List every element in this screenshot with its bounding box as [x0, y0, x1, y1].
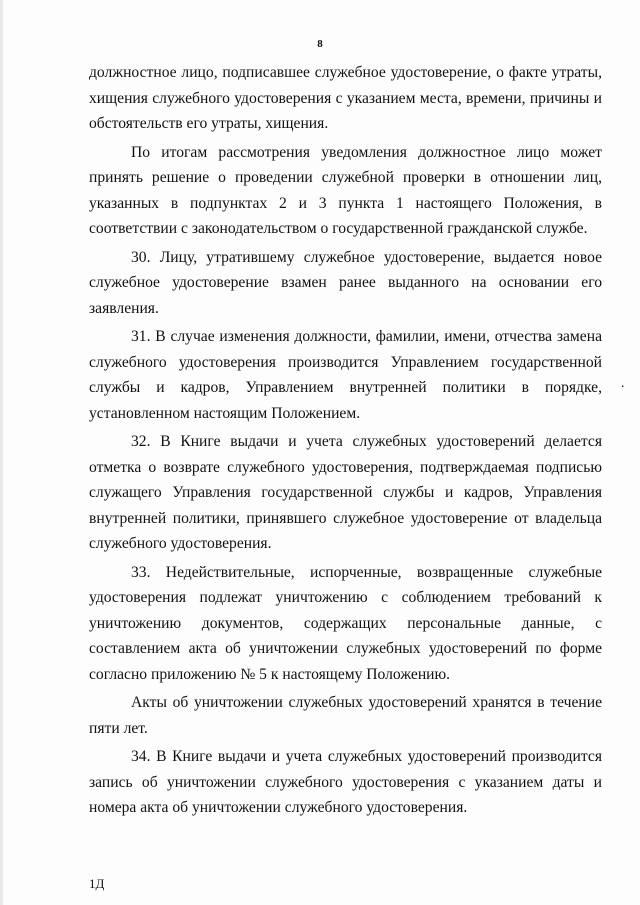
paragraph-34: 34. В Книге выдачи и учета служебных удостоверений производится запись об уничтожении служебного удостоверения с указанием даты и номера акта об уничтожении служебного удостоверения.: [89, 748, 602, 816]
footer-mark: 1Д: [89, 876, 105, 891]
paragraph-30: 30. Лицу, утратившему служебное удостоверение, выдается новое служебное удостоверение взамен ранее выданного на основании его заявления.: [89, 248, 602, 317]
scan-edge: [0, 0, 3, 905]
page-number: 8: [317, 38, 323, 50]
document-body: [89, 60, 602, 824]
paragraph-32: 32. В Книге выдачи и учета служебных удостоверений делается отметка о возврате служебного удостоверения, подтверждаемая подписью служащего Управления государственной службы и кадров, Управления внутренней политики, принявшего служебное удостоверение от владельца служебного удостоверения.: [89, 433, 602, 552]
paragraph-acts-storage: Акты об уничтожении служебных удостоверений хранятся в течение пяти лет.: [89, 694, 602, 737]
paragraph-inspection: По итогам рассмотрения уведомления должностное лицо может принять решение о проведении служебной проверки в отношении лиц, указанных в подпунктах 2 и 3 пункта 1 настоящего Положения, в соответствии с законодательством о государственной гражданской службе.: [89, 143, 602, 237]
paragraph-33: 33. Недействительные, испорченные, возвращенные служебные удостоверения подлежат уничтожению с соблюдением требований к уничтожению документов, содержащих персональные данные, с составлением акта об уничтожении служебных удостоверений по форме согласно приложению № 5 к настоящему Положению.: [89, 563, 602, 683]
margin-mark: .: [621, 376, 625, 391]
paragraph-continuation: должностное лицо, подписавшее служебное удостоверение, о факте утраты, хищения служебного удостоверения с указанием места, времени, причины и обстоятельств его утраты, хищения.: [89, 64, 602, 132]
paragraph-31: 31. В случае изменения должности, фамилии, имени, отчества замена служебного удостоверения производится Управлением государственной службы и кадров, Управлением внутренней политики в порядке, установленном настоящим Положением.: [89, 328, 602, 422]
